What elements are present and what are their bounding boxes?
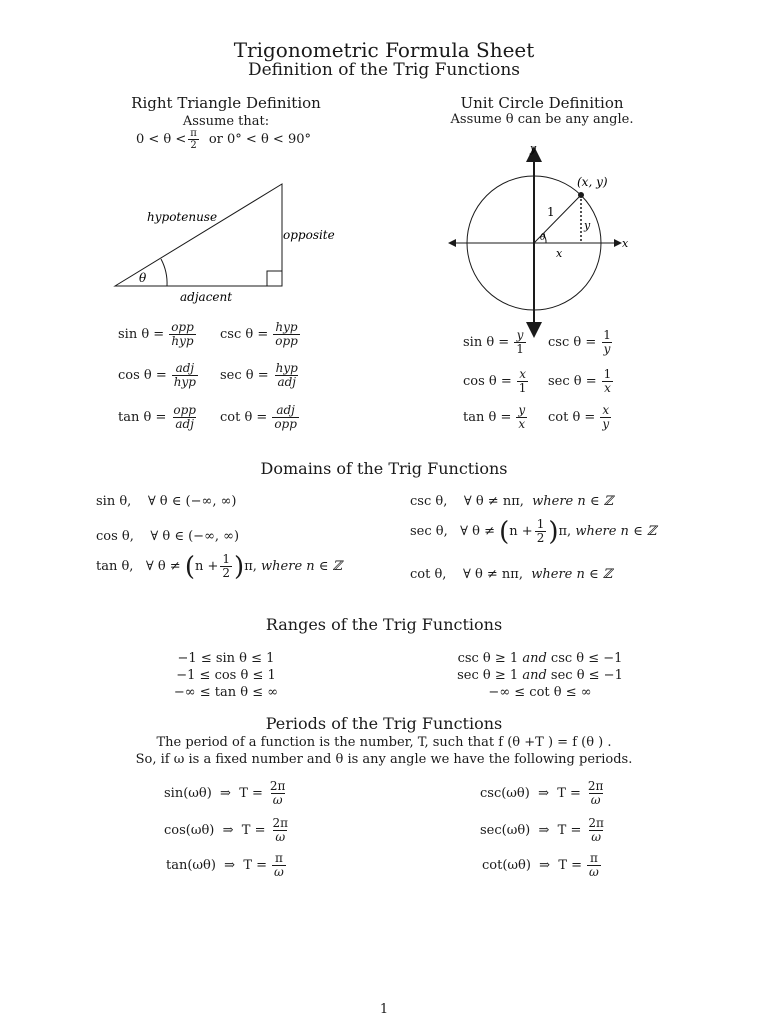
frac-den: y (602, 417, 610, 432)
where-clause: where n ∈ ℤ (575, 524, 657, 540)
frac-num: adj (276, 403, 295, 417)
period-sec (480, 817, 608, 844)
domain-rule: ∀ θ ∈ (−∞, ∞) (150, 529, 240, 544)
domain-fn: sin θ, (96, 494, 132, 509)
frac-num: y (518, 403, 526, 417)
unit-circle-diagram (440, 140, 640, 340)
adjacent-label: adjacent (180, 290, 233, 304)
uc-sec-formula (548, 368, 615, 395)
frac-num: 1 (222, 552, 231, 566)
formula-fraction (272, 852, 286, 879)
period-sin (164, 780, 289, 807)
unit-circle-heading: Unit Circle Definition (460, 94, 624, 112)
page-number: 1 (379, 1002, 389, 1017)
frac-den: opp (275, 334, 298, 349)
frac-num: hyp (275, 320, 298, 334)
n-plus: n + (509, 524, 533, 540)
condition-frac-den: 2 (190, 140, 197, 151)
domain-tan (96, 553, 342, 580)
formula-lhs: sec(ωθ) ⇒ T = (480, 823, 582, 839)
period-tan (166, 852, 288, 879)
x-leg-label: x (556, 247, 563, 260)
right-triangle-diagram (105, 175, 345, 310)
frac-den: ω (274, 865, 284, 880)
domain-fn: csc θ, (410, 494, 448, 509)
x-axis-label: x (622, 237, 629, 250)
formula-fraction (274, 362, 300, 389)
range-tan: −∞ ≤ tan θ ≤ ∞ (173, 685, 279, 700)
unit-circle-assume: Assume θ can be any angle. (450, 112, 634, 127)
period-csc (480, 780, 607, 807)
formula-fraction (272, 404, 299, 431)
frac-den: x (604, 381, 611, 396)
frac-num: 2π (588, 816, 604, 830)
formula-lhs: tan(ωθ) ⇒ T = (166, 858, 268, 874)
where-clause: where n ∈ ℤ (532, 494, 614, 509)
frac-num: 1 (536, 517, 545, 531)
where-clause: where n ∈ ℤ (531, 567, 613, 582)
frac-num: x (519, 367, 526, 381)
point-marker (578, 192, 584, 198)
page-title: Trigonometric Formula Sheet (233, 38, 535, 62)
period-cos (164, 817, 292, 844)
formula-lhs: tan θ = (118, 410, 167, 426)
formula-lhs: cot(ωθ) ⇒ T = (482, 858, 583, 874)
right-triangle-condition (136, 128, 311, 151)
ranges-left (150, 650, 302, 701)
formula-lhs: sin(ωθ) ⇒ T = (164, 786, 263, 802)
periods-heading: Periods of the Trig Functions (265, 714, 503, 733)
formula-lhs: cos θ = (118, 368, 167, 384)
frac-den: 1 (516, 342, 524, 357)
formula-fraction (516, 404, 527, 431)
triangle-theta-label: θ (139, 271, 147, 285)
domain-rule: ∀ θ ≠ (145, 559, 181, 575)
domains-heading: Domains of the Trig Functions (260, 459, 508, 478)
formula-lhs: csc θ = (220, 327, 269, 343)
y-axis-label: y (530, 142, 537, 155)
frac-den: 2 (536, 531, 545, 546)
uc-tan-formula (463, 404, 529, 431)
rt-sin-formula (118, 321, 198, 348)
frac-num: π (589, 851, 598, 865)
formula-fraction (601, 329, 613, 356)
formula-fraction (172, 362, 198, 389)
n-plus: n + (195, 559, 219, 575)
angle-arc (161, 259, 167, 286)
frac-den: ω (272, 793, 283, 808)
formula-lhs: csc θ = (548, 335, 597, 351)
right-triangle-assume: Assume that: (182, 114, 270, 129)
range-part: sec θ ≤ −1 (550, 668, 623, 683)
right-angle-marker (267, 271, 282, 286)
y-leg-label: y (584, 219, 591, 232)
formula-fraction (517, 368, 529, 395)
formula-fraction (587, 852, 601, 879)
domain-fn: cot θ, (410, 567, 447, 582)
formula-lhs: sec θ = (548, 374, 597, 390)
domain-rule: ∀ θ ≠ (460, 524, 495, 540)
domain-cos (96, 529, 239, 544)
condition-fraction (188, 128, 199, 151)
formula-lhs: cos(ωθ) ⇒ T = (164, 823, 266, 839)
frac-num: opp (173, 403, 196, 417)
domain-fn: cos θ, (96, 529, 134, 544)
frac-den: hyp (171, 334, 194, 349)
frac-num: 2π (269, 779, 286, 793)
frac-num: 2π (272, 816, 288, 830)
radius-label: 1 (547, 205, 555, 219)
domain-fn: tan θ, (96, 559, 134, 575)
periods-line1: The period of a function is the number, T, such that f (θ +T ) = f (θ ) . (156, 735, 612, 750)
range-part: csc θ ≥ 1 (457, 651, 519, 666)
formula-lhs: cot θ = (548, 410, 596, 426)
point-label: (x, y) (577, 175, 608, 189)
formula-fraction (268, 780, 288, 807)
period-cot (482, 852, 603, 879)
frac-den: adj (175, 417, 194, 432)
frac-num: π (275, 851, 283, 865)
frac-num: 1 (603, 367, 612, 381)
formula-lhs: sec θ = (220, 368, 269, 384)
domain-rule: ∀ θ ≠ nπ, (463, 494, 524, 509)
range-cos: −1 ≤ cos θ ≤ 1 (176, 668, 276, 683)
frac-num: x (602, 403, 610, 417)
opposite-label: opposite (283, 228, 335, 242)
frac-num: 2π (587, 779, 604, 793)
hypotenuse-label: hypotenuse (147, 210, 218, 224)
formula-fraction (586, 780, 606, 807)
close-paren: ) (548, 516, 559, 547)
condition-left: 0 < θ < (136, 132, 187, 147)
range-sec (440, 667, 640, 684)
uc-csc-formula (548, 329, 615, 356)
uc-cot-formula (548, 404, 613, 431)
rt-cot-formula (220, 404, 301, 431)
rt-tan-formula (118, 404, 200, 431)
domain-rule: ∀ θ ≠ nπ, (462, 567, 523, 582)
range-sin: −1 ≤ sin θ ≤ 1 (177, 651, 275, 666)
ranges-heading: Ranges of the Trig Functions (265, 615, 503, 634)
frac-den: adj (277, 375, 297, 390)
frac-den: hyp (173, 375, 196, 390)
range-and: and (522, 651, 547, 666)
open-paren: ( (499, 516, 510, 547)
frac-den: y (603, 342, 611, 357)
formula-fraction (514, 329, 526, 356)
range-part: −∞ ≤ cot θ ≤ ∞ (488, 685, 592, 700)
formula-lhs: sin θ = (463, 335, 510, 351)
frac-den: 2 (222, 566, 231, 581)
unit-theta-label: θ (540, 233, 546, 243)
formula-fraction (270, 817, 290, 844)
formula-lhs: cot θ = (220, 410, 268, 426)
page-subtitle: Definition of the Trig Functions (247, 60, 521, 80)
formula-fraction (171, 404, 198, 431)
frac-num: opp (171, 320, 194, 334)
formula-fraction (169, 321, 196, 348)
frac-den: 1 (518, 381, 527, 396)
rt-cos-formula (118, 362, 200, 389)
range-and: and (522, 668, 547, 683)
frac-num: hyp (275, 361, 298, 375)
open-paren: ( (184, 551, 195, 582)
formula-lhs: csc(ωθ) ⇒ T = (480, 786, 581, 802)
frac-den: opp (274, 417, 297, 432)
condition-right: or 0° < θ < 90° (208, 132, 311, 147)
formula-lhs: tan θ = (463, 410, 512, 426)
frac-den: x (518, 417, 526, 432)
domain-cot (410, 567, 612, 582)
pi-suffix: π, (558, 524, 572, 540)
rt-csc-formula (220, 321, 302, 348)
range-part: sec θ ≥ 1 (457, 668, 519, 683)
right-triangle-heading: Right Triangle Definition (131, 94, 321, 112)
frac-den: ω (590, 793, 601, 808)
formula-lhs: sin θ = (118, 327, 165, 343)
formula-lhs: cos θ = (463, 374, 512, 390)
frac-num: y (516, 328, 524, 342)
domain-csc (410, 494, 613, 509)
domain-sin (96, 494, 236, 509)
uc-sin-formula (463, 329, 528, 356)
formula-fraction (602, 368, 614, 395)
range-csc (440, 650, 640, 667)
formula-fraction (600, 404, 611, 431)
half-fraction (535, 518, 547, 545)
frac-den: ω (591, 830, 601, 845)
formula-fraction (273, 321, 300, 348)
frac-den: ω (589, 865, 599, 880)
pi-suffix: π, (244, 559, 257, 575)
range-part: csc θ ≤ −1 (550, 651, 623, 666)
uc-cos-formula (463, 368, 530, 395)
close-paren: ) (234, 551, 245, 582)
condition-frac-num: π (190, 128, 197, 139)
where-clause: where n ∈ ℤ (261, 559, 343, 575)
half-fraction (220, 553, 232, 580)
domain-sec (410, 518, 656, 545)
domain-fn: sec θ, (410, 524, 448, 540)
rt-sec-formula (220, 362, 302, 389)
ranges-right (440, 650, 640, 701)
formula-fraction (586, 817, 606, 844)
frac-num: adj (175, 361, 195, 375)
domain-rule: ∀ θ ∈ (−∞, ∞) (147, 494, 237, 509)
frac-den: ω (275, 830, 286, 845)
range-cot (440, 684, 640, 701)
periods-line2: So, if ω is a fixed number and θ is any angle we have the following periods. (135, 752, 633, 767)
frac-num: 1 (603, 328, 611, 342)
